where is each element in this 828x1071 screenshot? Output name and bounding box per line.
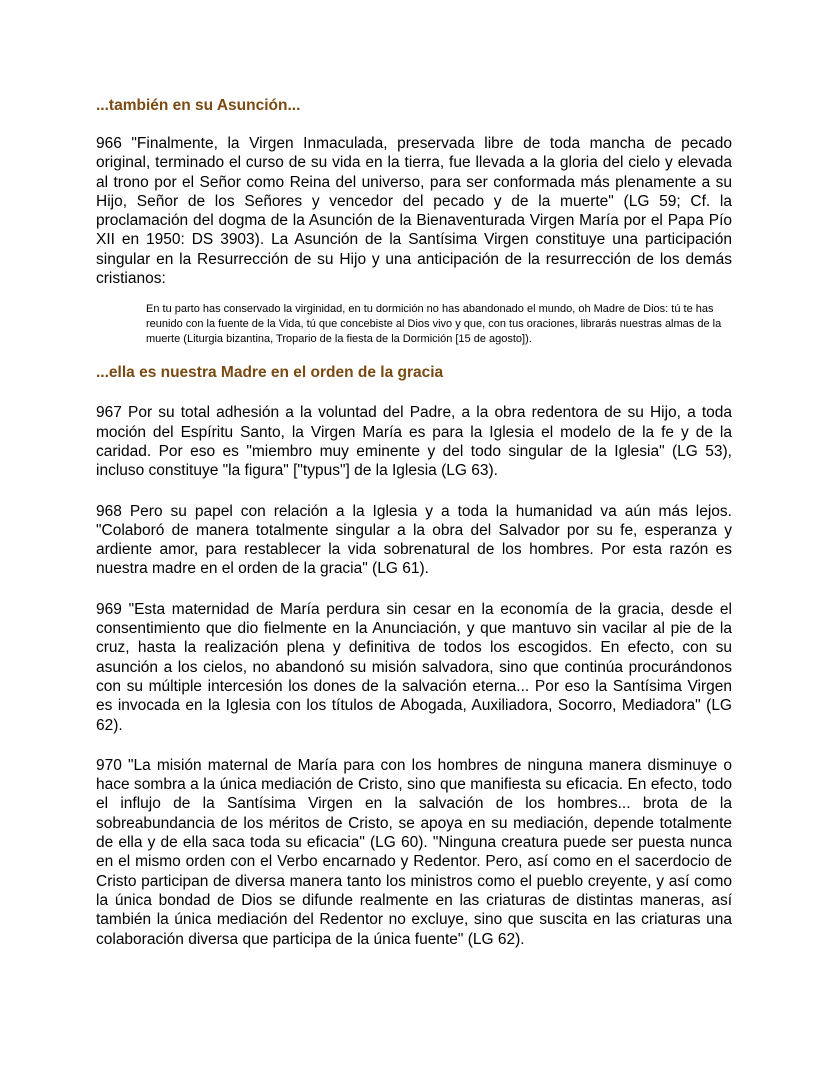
liturgy-quote: En tu parto has conservado la virginidad, en tu dormición no has abandonado el mundo, oh Madre de Dios: tú te has reunido con la fuente de la Vida, tú que concebiste al Dios vivo y que, con tus oraciones, librarás nuestras almas de la muerte (Liturgia bizantina, Tropario de la fiesta de la Dormición [15 de agosto]). [146, 303, 722, 346]
section-heading-madre-gracia: ...ella es nuestra Madre en el orden de la gracia [96, 364, 444, 382]
paragraph-968: 968 Pero su papel con relación a la Iglesia y a toda la humanidad va aún más lejos. "Colaboró de manera totalmente singular a la obra del Salvador por su fe, esperanza y ardiente amor, para restablecer la vida sobrenatural de los hombres. Por esta razón es nuestra madre en el orden de la gracia" (LG 61). [96, 502, 732, 578]
section-heading-asuncion: ...también en su Asunción... [96, 97, 301, 114]
document-page [96, 96, 732, 949]
paragraph-969: 969 "Esta maternidad de María perdura sin cesar en la economía de la gracia, desde el consentimiento que dio fielmente en la Anunciación, y que mantuvo sin vacilar al pie de la cruz, hasta la realización plena y definitiva de todos los escogidos. En efecto, con su asunción a los cielos, no abandonó su misión salvadora, sino que continúa procurándonos con su múltiple intercesión los dones de la salvación eterna... Por eso la Santísima Virgen es invocada en la Iglesia con los títulos de Abogada, Auxiliadora, Socorro, Mediadora" (LG 62). [96, 600, 732, 734]
paragraph-970: 970 "La misión maternal de María para con los hombres de ninguna manera disminuye o hace sombra a la única mediación de Cristo, sino que manifiesta su eficacia. En efecto, todo el influjo de la Santísima Virgen en la salvación de los hombres... brota de la sobreabundancia de los méritos de Cristo, se apoya en su mediación, depende totalmente de ella y de ella saca toda su eficacia" (LG 60). "Ninguna creatura puede ser puesta nunca en el mismo orden con el Verbo encarnado y Redentor. Pero, así como en el sacerdocio de Cristo participan de diversa manera tanto los ministros como el pueblo creyente, y así como la única bondad de Dios se difunde realmente en las criaturas de distintas maneras, así también la única mediación del Redentor no excluye, sino que suscita en las criaturas una colaboración diversa que participa de la única fuente" (LG 62). [96, 756, 732, 948]
paragraph-966: 966 "Finalmente, la Virgen Inmaculada, preservada libre de toda mancha de pecado original, terminado el curso de su vida en la tierra, fue llevada a la gloria del cielo y elevada al trono por el Señor como Reina del universo, para ser conformada más plenamente a su Hijo, Señor de los Señores y vencedor del pecado y de la muerte" (LG 59; Cf. la proclamación del dogma de la Asunción de la Bienaventurada Virgen María por el Papa Pío XII en 1950: DS 3903). La Asunción de la Santísima Virgen constituye una participación singular en la Resurrección de su Hijo y una anticipación de la resurrección de los demás cristianos: [96, 135, 732, 288]
paragraph-967: 967 Por su total adhesión a la voluntad del Padre, a la obra redentora de su Hijo, a toda moción del Espíritu Santo, la Virgen María es para la Iglesia el modelo de la fe y de la caridad. Por eso es "miembro muy eminente y del todo singular de la Iglesia" (LG 53), incluso constituye "la figura" ["typus"] de la Iglesia (LG 63). [96, 404, 732, 480]
